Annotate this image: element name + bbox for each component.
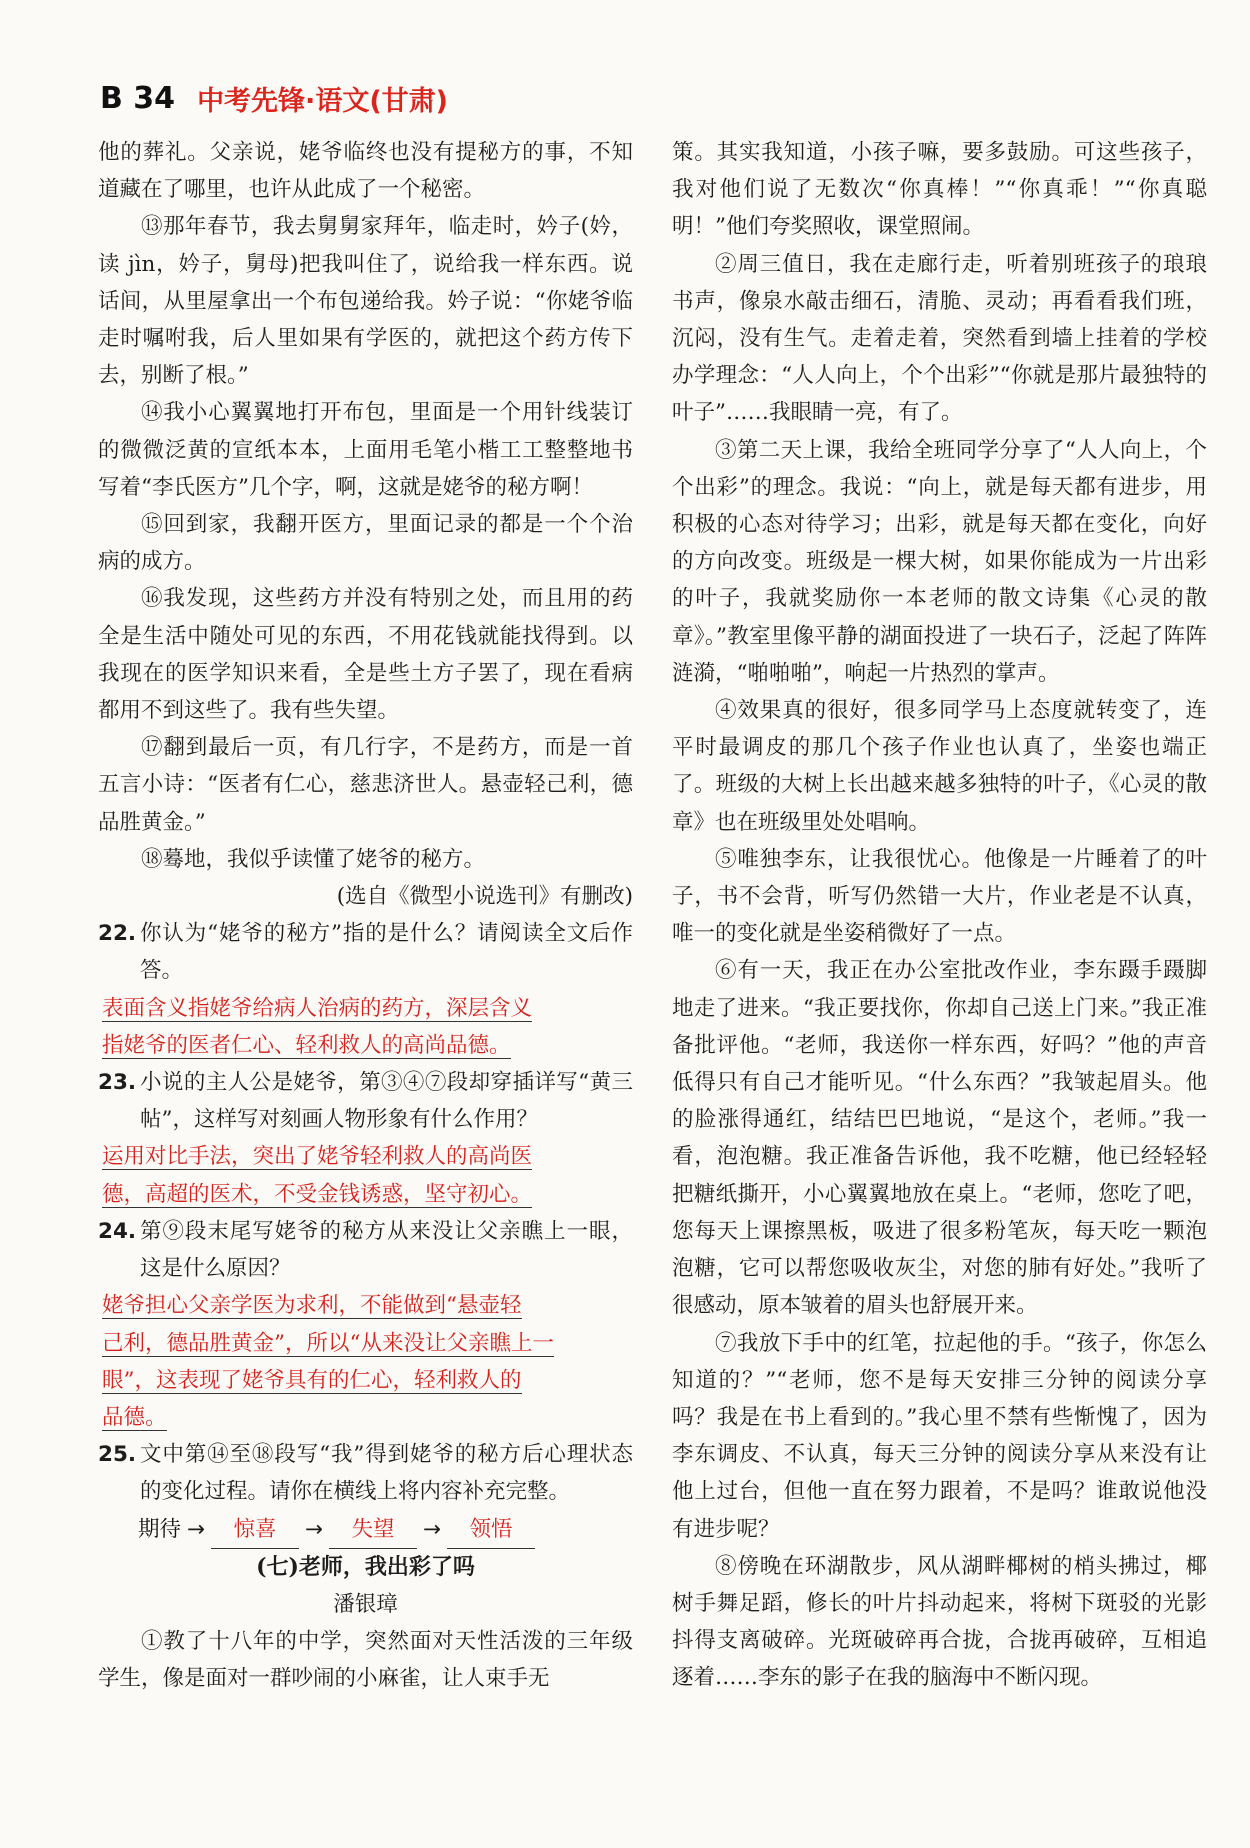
paragraph-2: ②周三值日，我在走廊行走，听着别班孩子的琅琅书声，像泉水敲击细石，清脆、灵动；再看看我们班，沉闷，没有生气。走着走着，突然看到墙上挂着的学校办学理念：“人人向上，个个出彩”“你就是那片最独特的叶子”……我眼睛一亮，有了。 xyxy=(672,251,1207,426)
paragraph-7: ⑦我放下手中的红笔，拉起他的手。“孩子，你怎么知道的？”“老师，您不是每天安排三分钟的阅读分享吗？我是在书上看到的。”我心里不禁有些惭愧了，因为李东调皮、不认真，每天三分钟的阅读分享从来没有让他上过台，但他一直在努力跟着，不是吗？谁敢说他没有进步呢？ xyxy=(672,1330,1207,1542)
paragraph-18: ⑱蓦地，我似乎读懂了姥爷的秘方。 xyxy=(141,846,486,872)
question-22 xyxy=(98,915,633,989)
flow-blank-3: 领悟 xyxy=(447,1511,535,1549)
answer-line xyxy=(98,1362,633,1399)
arrow-right-icon: → xyxy=(423,1517,442,1543)
page-number: B 34 xyxy=(100,80,176,116)
question-text: 小说的主人公是姥爷，第③④⑦段却穿插详写“黄三帖”，这样写对刻画人物形象有什么作用？ xyxy=(140,1070,633,1133)
flow-blank-1: 惊喜 xyxy=(211,1511,299,1549)
flow-start: 期待 xyxy=(138,1517,182,1543)
question-text: 第⑨段末尾写姥爷的秘方从来没让父亲瞧上一眼，这是什么原因？ xyxy=(140,1218,633,1282)
question-24 xyxy=(98,1213,633,1287)
paragraph-8: ⑧傍晚在环湖散步，风从湖畔椰树的梢头拂过，椰树手舞足蹈，修长的叶片抖动起来，将树下斑驳的光影抖得支离破碎。光斑破碎再合拢，合拢再破碎，互相追逐着……李东的影子在我的脑海中不断闪现。 xyxy=(672,1553,1207,1691)
book-title: 中考先锋·语文(甘肃) xyxy=(197,85,448,117)
answer-line xyxy=(98,1176,633,1213)
answer-line xyxy=(98,1325,633,1362)
answer-text: 表面含义指姥爷给病人治病的药方，深层含义 xyxy=(102,995,533,1021)
paragraph-14: ⑭我小心翼翼地打开布包，里面是一个用针线装订的微微泛黄的宣纸本本，上面用毛笔小楷工工整整地书写着“李氏医方”几个字，啊，这就是姥爷的秘方啊！ xyxy=(98,400,633,500)
answer-text: 眼”，这表现了姥爷具有的仁心，轻利救人的 xyxy=(102,1367,522,1393)
answer-text: 品德。 xyxy=(102,1404,167,1430)
section-title: (七)老师，我出彩了吗 xyxy=(256,1553,475,1580)
question-25 xyxy=(98,1436,633,1510)
question-text: 文中第⑭至⑱段写“我”得到姥爷的秘方后心理状态的变化过程。请你在横线上将内容补充完整。 xyxy=(140,1442,633,1505)
paragraph-4: ④效果真的很好，很多同学马上态度就转变了，连平时最调皮的那几个孩子作业也认真了，坐姿也端正了。班级的大树上长出越来越多独特的叶子，《心灵的散章》也在班级里处处唱响。 xyxy=(672,698,1207,835)
left-column xyxy=(98,134,633,1698)
question-text: 你认为“姥爷的秘方”指的是什么？请阅读全文后作答。 xyxy=(140,921,633,984)
answer-text: 姥爷担心父亲学医为求利，不能做到“悬壶轻 xyxy=(102,1293,522,1319)
author: 潘银璋 xyxy=(333,1591,398,1617)
answer-line xyxy=(98,1287,633,1324)
paragraph-6: ⑥有一天，我正在办公室批改作业，李东蹑手蹑脚地走了进来。“我正要找你，你却自己送上门来。”我正准备批评他。“老师，我送你一样东西，好吗？”他的声音低得只有自己才能听见。“什么东西？”我皱起眉头。他的脸涨得通红，结结巴巴地说，“是这个，老师。”我一看，泡泡糖。我正准备告诉他，我不吃糖，他已经轻轻把糖纸撕开，小心翼翼地放在桌上。“老师，您吃了吧，您每天上课擦黑板，吸进了很多粉笔灰，每天吃一颗泡泡糖，它可以帮您吸收灰尘，对您的肺有好处。”我听了很感动，原本皱着的眉头也舒展开来。 xyxy=(672,958,1207,1319)
question-23 xyxy=(98,1064,633,1138)
page-header xyxy=(100,78,448,118)
answer-text: 德，高超的医术，不受金钱诱惑，坚守初心。 xyxy=(102,1181,533,1207)
paragraph-16: ⑯我发现，这些药方并没有特别之处，而且用的药全是生活中随处可见的东西，不用花钱就能找得到。以我现在的医学知识来看，全是些土方子罢了，现在看病都用不到这些了。我有些失望。 xyxy=(98,586,633,724)
flow-blank-2: 失望 xyxy=(329,1511,417,1549)
answer-text: 指姥爷的医者仁心、轻利救人的高尚品德。 xyxy=(102,1032,511,1058)
paragraph-5: ⑤唯独李东，让我很忧心。他像是一片睡着了的叶子，书不会背，听写仍然错一大片，作业老是不认真，唯一的变化就是坐姿稍微好了一点。 xyxy=(672,846,1207,947)
answer-line xyxy=(98,990,633,1027)
paragraph-13: ⑬那年春节，我去舅舅家拜年，临走时，妗子(妗，读 jìn，妗子，舅母)把我叫住了，说给我一样东西。说话间，从里屋拿出一个布包递给我。妗子说：“你姥爷临走时嘱咐我，后人里如果有学医的，就把这个药方传下去，别断了根。” xyxy=(98,214,633,389)
answer-line xyxy=(98,1138,633,1175)
paragraph-3: ③第二天上课，我给全班同学分享了“人人向上，个个出彩”的理念。我说：“向上，就是每天都有进步，用积极的心态对待学习；出彩，就是每天都在变化，向好的方向改变。班级是一棵大树，如果你能成为一片出彩的叶子，我就奖励你一本老师的散文诗集《心灵的散章》。”教室里像平静的湖面投进了一块石子，泛起了阵阵涟漪，“啪啪啪”，响起一片热烈的掌声。 xyxy=(672,437,1207,686)
answer-line xyxy=(98,1399,633,1436)
answer-line xyxy=(98,1027,633,1064)
question-number: 23. xyxy=(98,1070,137,1096)
question-number: 25. xyxy=(98,1442,137,1468)
arrow-right-icon: → xyxy=(187,1517,206,1543)
right-column xyxy=(672,134,1207,1697)
paragraph-1: ①教了十八年的中学，突然面对天性活泼的三年级学生，像是面对一群吵闹的小麻雀，让人束手无 xyxy=(98,1629,633,1692)
paragraph-15: ⑮回到家，我翻开医方，里面记录的都是一个个治病的成方。 xyxy=(98,512,633,575)
arrow-right-icon: → xyxy=(305,1517,324,1543)
source-note: (选自《微型小说选刊》有删改) xyxy=(336,884,633,910)
paragraph-17: ⑰翻到最后一页，有几行字，不是药方，而是一首五言小诗：“医者有仁心，慈悲济世人。悬壶轻己利，德品胜黄金。” xyxy=(98,735,633,835)
paragraph: 他的葬礼。父亲说，姥爷临终也没有提秘方的事，不知道藏在了哪里，也许从此成了一个秘密。 xyxy=(98,140,633,203)
paragraph: 策。其实我知道，小孩子嘛，要多鼓励。可这些孩子，我对他们说了无数次“你真棒！”“你真乖！”“你真聪明！”他们夸奖照收，课堂照闹。 xyxy=(672,140,1207,240)
emotion-flow xyxy=(138,1511,633,1549)
answer-text: 己利，德品胜黄金”，所以“从来没让父亲瞧上一 xyxy=(102,1330,554,1356)
answer-text: 运用对比手法，突出了姥爷轻利救人的高尚医 xyxy=(102,1144,533,1170)
question-number: 22. xyxy=(98,921,137,947)
question-number: 24. xyxy=(98,1218,137,1244)
